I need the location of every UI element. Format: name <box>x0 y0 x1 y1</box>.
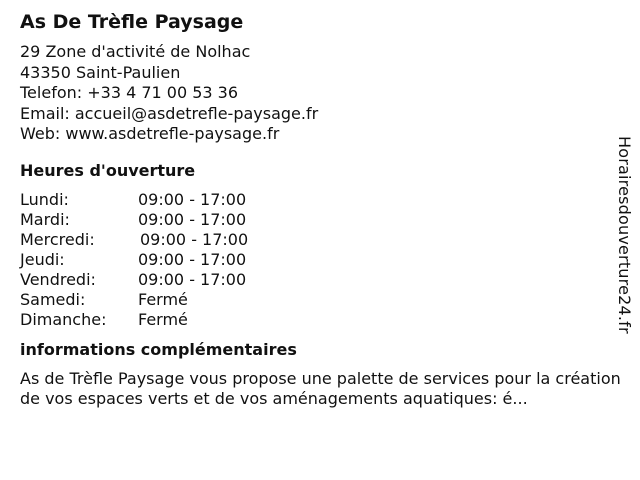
opening-hours-table <box>20 190 616 330</box>
email-line: Email: accueil@asdetrefle-paysage.fr <box>20 103 319 123</box>
site-watermark: Horairesdouverture24.fr <box>615 136 634 334</box>
address-line-2: 43350 Saint-Paulien <box>20 62 181 82</box>
time-value: 09:00 - 17:00 <box>138 249 247 269</box>
hours-row-wednesday <box>20 230 616 250</box>
additional-info-heading: informations complémentaires <box>20 339 297 359</box>
day-label: Lundi: <box>20 189 69 209</box>
day-label: Samedi: <box>20 289 86 309</box>
business-description: As de Trèfle Paysage vous propose une palette de services pour la création de vos espaces verts et de vos aménagements aquatiques: é... <box>20 368 621 408</box>
day-label: Dimanche: <box>20 309 107 329</box>
hours-row-tuesday <box>20 210 616 230</box>
time-value: Fermé <box>138 289 188 309</box>
time-value: 09:00 - 17:00 <box>140 229 249 249</box>
day-label: Vendredi: <box>20 269 96 289</box>
day-label: Jeudi: <box>20 249 65 269</box>
hours-row-thursday <box>20 250 616 270</box>
hours-row-monday <box>20 190 616 210</box>
time-value: Fermé <box>138 309 188 329</box>
day-label: Mercredi: <box>20 229 95 249</box>
time-value: 09:00 - 17:00 <box>138 189 247 209</box>
hours-row-sunday <box>20 310 616 330</box>
web-line: Web: www.asdetrefle-paysage.fr <box>20 124 280 143</box>
phone-line: Telefon: +33 4 71 00 53 36 <box>20 83 239 102</box>
day-label: Mardi: <box>20 209 70 229</box>
business-name: As De Trèfle Paysage <box>20 11 244 33</box>
time-value: 09:00 - 17:00 <box>138 269 247 289</box>
hours-row-friday <box>20 270 616 290</box>
business-card <box>20 10 621 410</box>
time-value: 09:00 - 17:00 <box>138 209 247 229</box>
address-line-1: 29 Zone d'activité de Nolhac <box>20 42 251 61</box>
opening-hours-heading: Heures d'ouverture <box>20 160 196 180</box>
contact-block <box>20 42 616 145</box>
hours-row-saturday <box>20 290 616 310</box>
